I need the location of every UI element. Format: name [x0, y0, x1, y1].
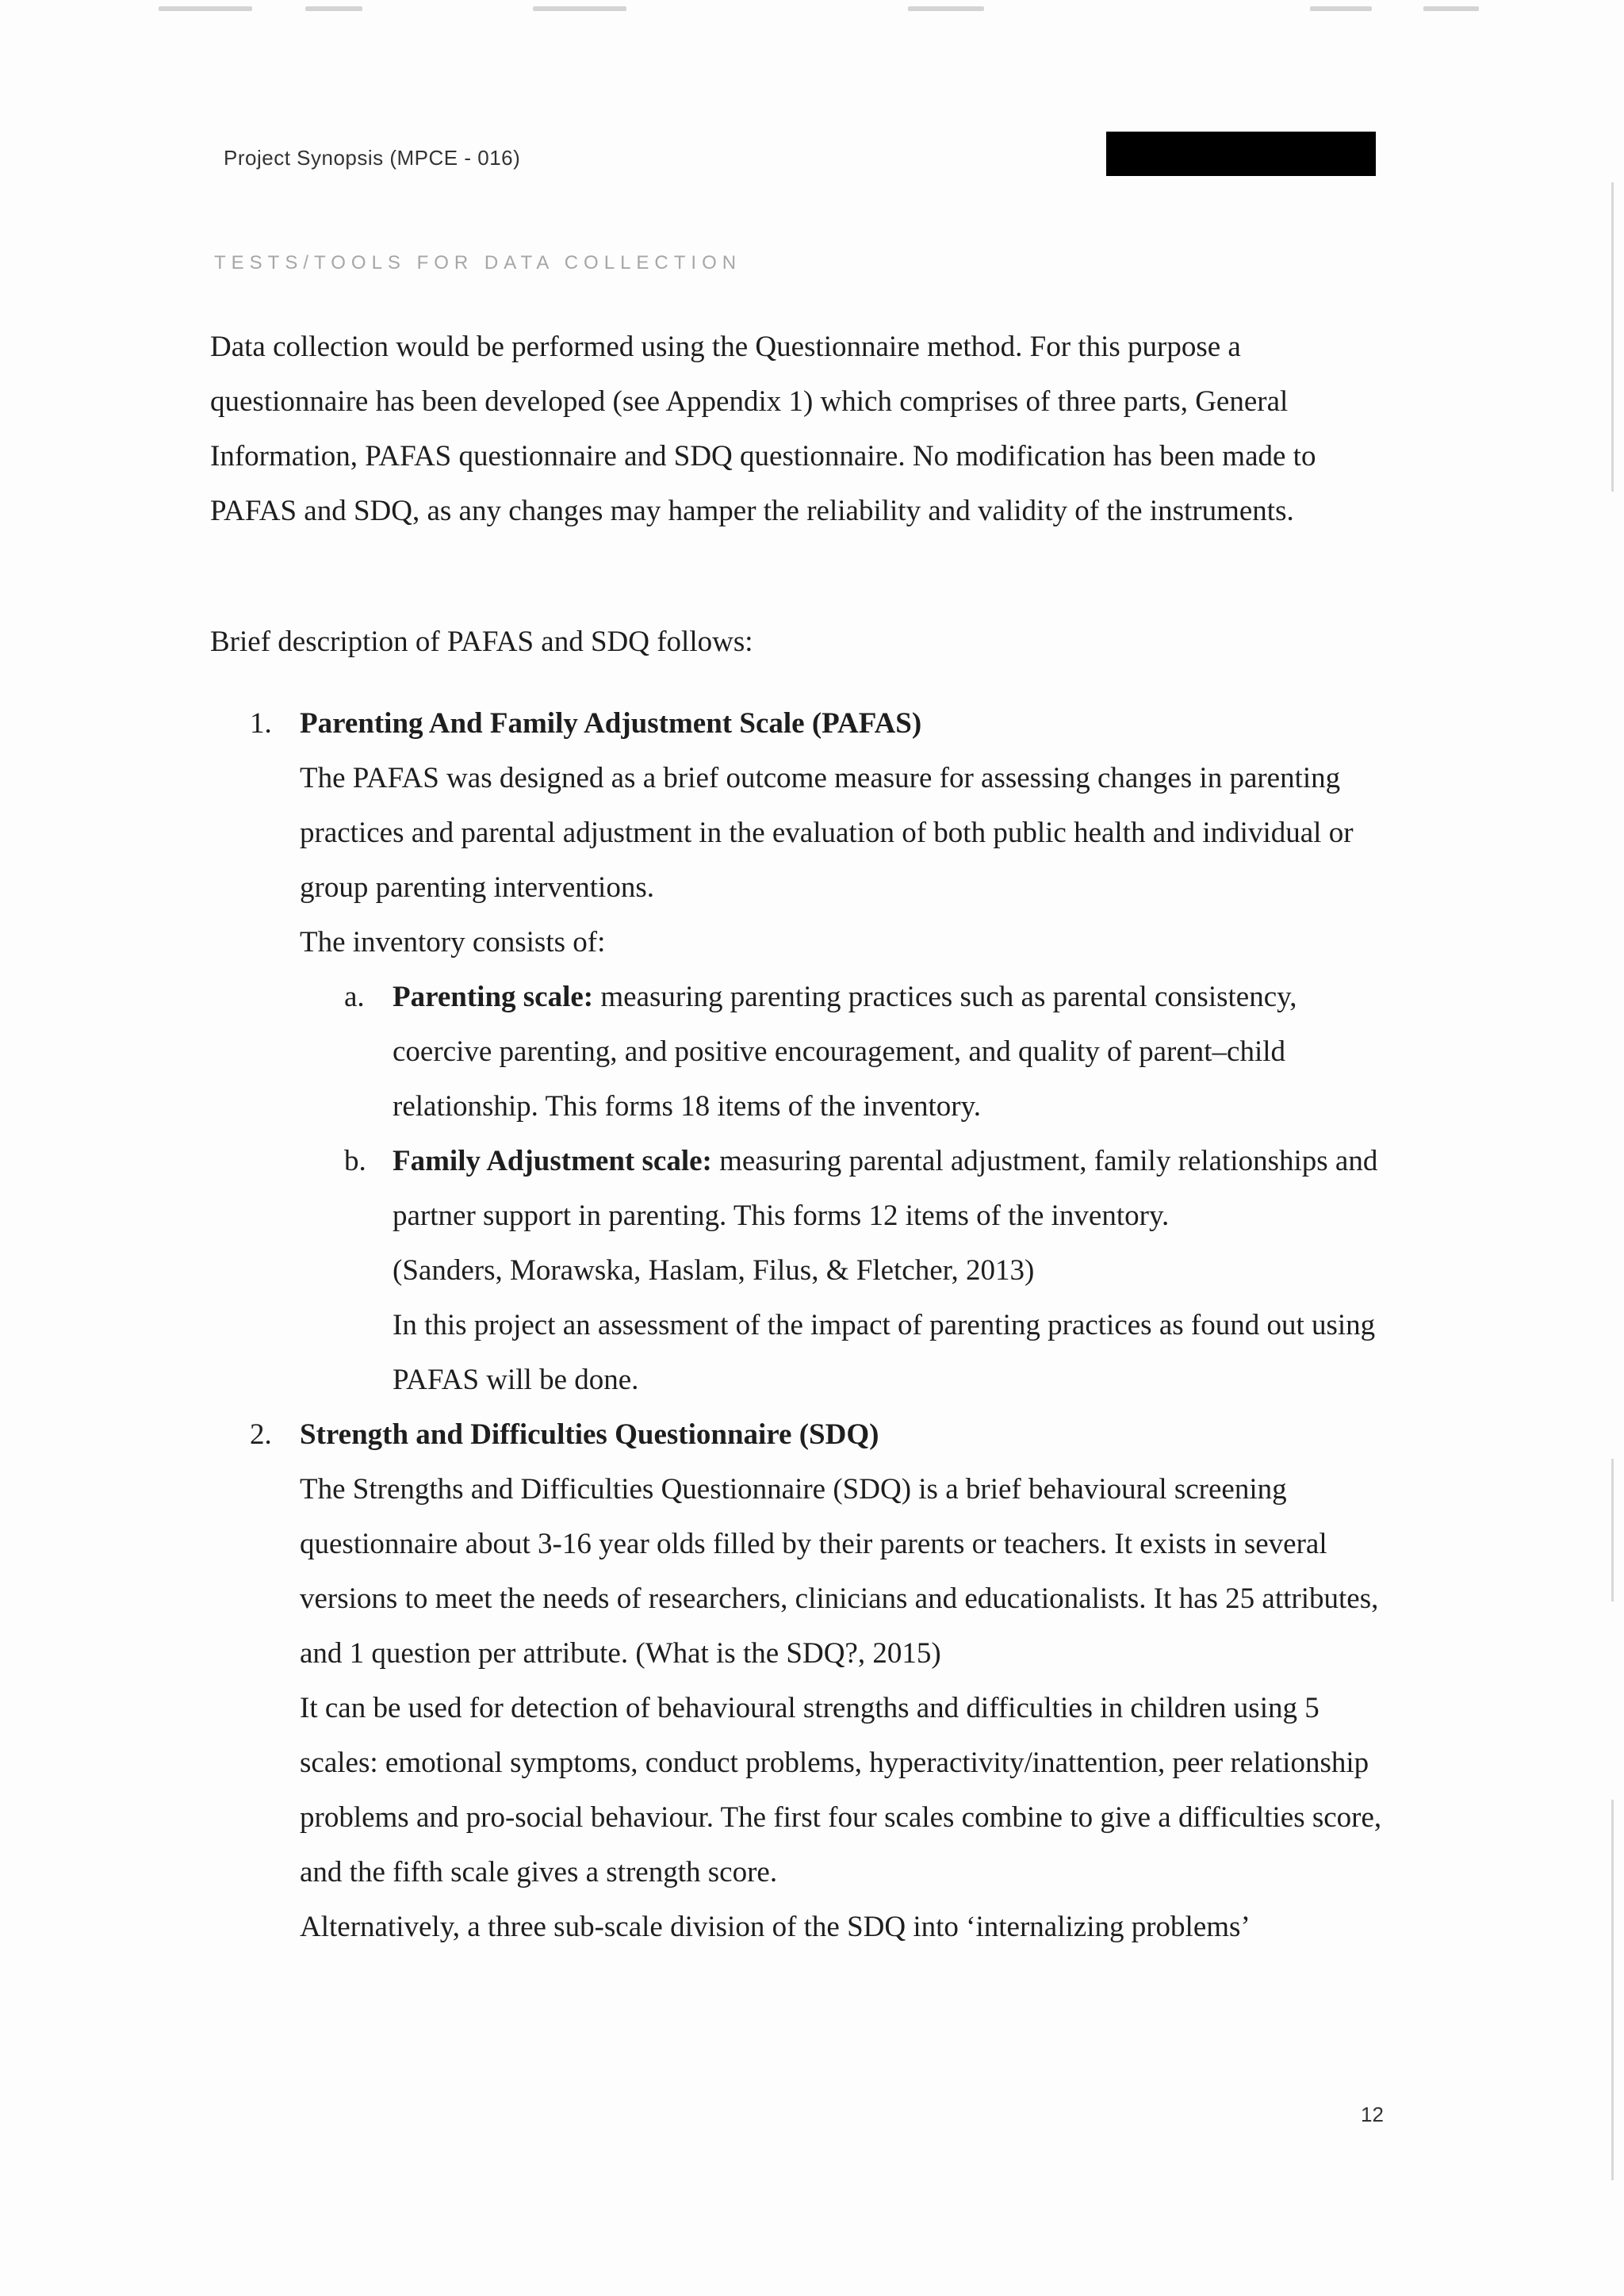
scan-edge-line [1611, 182, 1614, 492]
scan-artifact [1310, 6, 1372, 11]
list-item-pafas [210, 696, 1400, 1407]
scales-description: It can be used for detection of behavioural strengths and difficulties in children using 5 scales: emotional symptoms, conduct problems, hyperactivity/inattention, peer relationship problems and pro-social behaviour. The first four scales combine to give a difficulties score, and the fifth scale gives a strength score. [300, 1692, 1382, 1888]
item-title: Parenting And Family Adjustment Scale (PAFAS) [300, 707, 922, 740]
alternative-description: Alternatively, a three sub-scale division of the SDQ into ‘internalizing problems’ [300, 1911, 1251, 1943]
page-number: 12 [1361, 2103, 1384, 2126]
scan-artifact [533, 6, 626, 11]
sub-item-family-adjustment-scale [300, 1134, 1400, 1243]
sub-list [300, 970, 1400, 1407]
scan-artifact [305, 6, 362, 11]
sub-item-text: measuring parenting practices such as parental consistency, coercive parenting, and positive encouragement, and quality of parent–child relationship. This forms 18 items of the inventory. [393, 981, 1297, 1123]
scan-edge-line [1611, 1459, 1614, 1601]
list-number: 2. [250, 1418, 272, 1451]
scan-artifact [908, 6, 984, 11]
instrument-list [210, 696, 1400, 1954]
scan-artifact [159, 6, 252, 11]
section-heading: TESTS/TOOLS FOR DATA COLLECTION [214, 252, 742, 274]
intro-paragraph: Data collection would be performed using the Questionnaire method. For this purpose a questionnaire has been developed (see Appendix 1) which comprises of three parts, General Information, PAFAS questionnaire and SDQ questionnaire. No modification has been made to PAFAS and SDQ, as any changes may hamper the reliability and validity of the instruments. [210, 331, 1316, 527]
closing-statement: In this project an assessment of the impact of parenting practices as found out using PAFAS will be done. [393, 1309, 1376, 1396]
item-title: Strength and Difficulties Questionnaire (SDQ) [300, 1418, 879, 1451]
running-header: Project Synopsis (MPCE - 016) [224, 146, 521, 170]
citation: (Sanders, Morawska, Haslam, Filus, & Fletcher, 2013) [393, 1254, 1035, 1287]
sub-item-title: Parenting scale: [393, 981, 594, 1013]
scan-artifact [1423, 6, 1479, 11]
list-number: 1. [250, 707, 272, 740]
sub-letter: b. [344, 1145, 366, 1177]
item-description: The Strengths and Difficulties Questionnaire (SDQ) is a brief behavioural screening questionnaire about 3-16 year olds filled by their parents or teachers. It exists in several versions to meet the needs of researchers, clinicians and educationalists. It has 25 attributes, and 1 question per attribute. (What is the SDQ?, 2015) [300, 1473, 1379, 1670]
sub-letter: a. [344, 981, 365, 1013]
intro-lead-in: Brief description of PAFAS and SDQ follows: [210, 626, 753, 658]
list-item-sdq [210, 1407, 1400, 1954]
sub-item-text: measuring parental adjustment, family relationships and partner support in parenting. This forms 12 items of the inventory. [393, 1145, 1378, 1232]
inventory-intro: The inventory consists of: [300, 926, 606, 959]
scan-edge-line [1611, 1800, 1614, 2180]
item-description: The PAFAS was designed as a brief outcome measure for assessing changes in parenting practices and parental adjustment in the evaluation of both public health and individual or group parenting interventions. [300, 762, 1354, 904]
redaction-block [1106, 132, 1376, 176]
sub-item-title: Family Adjustment scale: [393, 1145, 712, 1177]
sub-item-parenting-scale [300, 970, 1400, 1134]
